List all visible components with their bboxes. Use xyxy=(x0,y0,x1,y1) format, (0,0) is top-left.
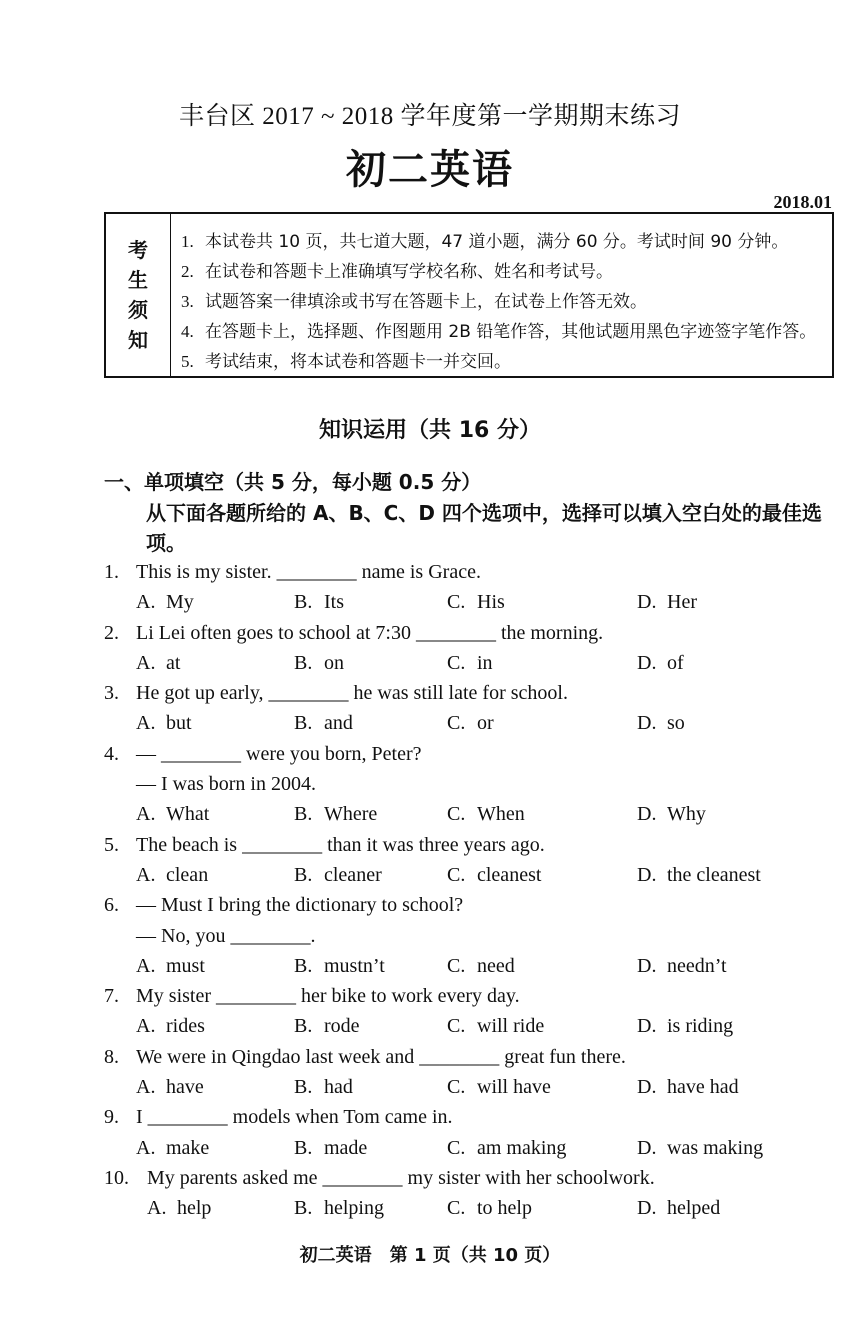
option-letter: B. xyxy=(294,1197,313,1220)
option-letter: D. xyxy=(637,954,657,977)
question-number: 3. xyxy=(104,682,119,705)
option-text: needn’t xyxy=(667,954,727,977)
option-text: need xyxy=(477,954,515,977)
option-letter: D. xyxy=(637,1076,657,1099)
answer-option-b xyxy=(294,1072,353,1102)
answer-options xyxy=(0,708,860,738)
answer-option-d xyxy=(637,1193,720,1223)
question-number: 4. xyxy=(104,742,119,765)
option-text: of xyxy=(667,651,684,674)
question-stem-line xyxy=(0,557,860,587)
option-text: When xyxy=(477,803,525,826)
question-stem: Li Lei often goes to school at 7:30 ________ the morning. xyxy=(136,621,604,644)
option-text: Her xyxy=(667,591,697,614)
answer-option-c xyxy=(447,860,541,890)
option-letter: D. xyxy=(637,1197,657,1220)
option-letter: A. xyxy=(136,1076,156,1099)
option-letter: C. xyxy=(447,954,466,977)
answer-option-b xyxy=(294,860,382,890)
question-stem-line xyxy=(0,890,860,920)
option-text: will ride xyxy=(477,1015,545,1038)
question-stem-line xyxy=(0,618,860,648)
option-text: make xyxy=(166,1136,210,1159)
answer-option-c xyxy=(447,708,494,738)
page-footer: 初二英语 第 1 页（共 10 页） xyxy=(299,1245,561,1266)
option-text: Its xyxy=(324,591,344,614)
question-stem: We were in Qingdao last week and ________ great fun there. xyxy=(136,1045,626,1068)
answer-options xyxy=(0,587,860,617)
option-letter: D. xyxy=(637,803,657,826)
option-letter: B. xyxy=(294,712,313,735)
notice-item-text: 考试结束，将本试卷和答题卡一并交回。 xyxy=(205,352,511,372)
option-text: to help xyxy=(477,1197,532,1220)
option-text: but xyxy=(166,712,192,735)
option-text: help xyxy=(177,1197,212,1220)
answer-option-d xyxy=(637,860,761,890)
question-stem-line xyxy=(0,830,860,860)
part-heading: 一、单项填空（共 5 分，每小题 0.5 分） xyxy=(104,470,482,494)
option-letter: D. xyxy=(637,1136,657,1159)
notice-item xyxy=(181,257,832,287)
answer-option-c xyxy=(447,799,525,829)
question-dialogue-text: — I was born in 2004. xyxy=(136,773,316,796)
option-text: My xyxy=(166,591,194,614)
answer-options xyxy=(0,1011,860,1041)
answer-option-b xyxy=(294,1193,384,1223)
notice-item-number: 4. xyxy=(181,322,194,341)
option-text: was making xyxy=(667,1136,764,1159)
option-text: must xyxy=(166,954,205,977)
option-text: helping xyxy=(324,1197,384,1220)
option-letter: A. xyxy=(136,863,156,886)
notice-item-text: 试题答案一律填涂或书写在答题卡上，在试卷上作答无效。 xyxy=(205,292,647,312)
option-letter: C. xyxy=(447,803,466,826)
answer-option-d xyxy=(637,708,685,738)
notice-label-char: 须 xyxy=(128,298,148,322)
option-letter: B. xyxy=(294,591,313,614)
notice-item-number: 3. xyxy=(181,292,194,311)
answer-option-c xyxy=(447,1011,544,1041)
candidate-notice-box xyxy=(104,212,834,378)
question-list xyxy=(0,557,860,1224)
answer-option-a xyxy=(136,1011,205,1041)
answer-option-b xyxy=(294,708,353,738)
option-text: is riding xyxy=(667,1015,734,1038)
option-letter: A. xyxy=(136,651,156,674)
answer-options xyxy=(0,951,860,981)
question-number: 1. xyxy=(104,561,119,583)
answer-option-b xyxy=(294,951,385,981)
option-letter: B. xyxy=(294,954,313,977)
option-letter: A. xyxy=(136,1136,156,1159)
option-letter: C. xyxy=(447,1197,466,1220)
question-stem: He got up early, ________ he was still late for school. xyxy=(136,682,568,705)
answer-options xyxy=(0,648,860,678)
answer-option-b xyxy=(294,799,377,829)
notice-items xyxy=(171,214,832,376)
question-number: 6. xyxy=(104,894,119,917)
answer-option-d xyxy=(637,1072,739,1102)
question-number: 2. xyxy=(104,621,119,644)
option-letter: B. xyxy=(294,651,313,674)
notice-label-char: 考 xyxy=(128,238,148,262)
question-stem-line xyxy=(0,678,860,708)
answer-option-a xyxy=(136,587,194,617)
answer-option-c xyxy=(447,1072,551,1102)
notice-item-text: 本试卷共 10 页，共七道大题，47 道小题，满分 60 分。考试时间 90 分钟。 xyxy=(205,232,789,252)
option-text: rides xyxy=(166,1015,205,1038)
question-dialogue-text: — No, you ________. xyxy=(136,924,316,947)
option-letter: C. xyxy=(447,712,466,735)
option-text: cleanest xyxy=(477,863,542,886)
answer-option-c xyxy=(447,951,515,981)
option-letter: C. xyxy=(447,1076,466,1099)
option-text: Why xyxy=(667,803,706,826)
option-text: so xyxy=(667,712,685,735)
option-letter: A. xyxy=(147,1197,167,1220)
option-text: am making xyxy=(477,1136,567,1159)
question-stem-line xyxy=(0,1102,860,1132)
notice-item-number: 2. xyxy=(181,262,194,281)
notice-item xyxy=(181,287,832,317)
option-text: and xyxy=(324,712,353,735)
option-letter: A. xyxy=(136,1015,156,1038)
notice-item-number: 5. xyxy=(181,352,194,371)
option-text: had xyxy=(324,1076,353,1099)
notice-item-text: 在试卷和答题卡上准确填写学校名称、姓名和考试号。 xyxy=(205,262,613,282)
answer-option-a xyxy=(136,951,205,981)
answer-option-b xyxy=(294,587,344,617)
option-letter: B. xyxy=(294,863,313,886)
answer-option-a xyxy=(147,1193,211,1223)
question-stem: I ________ models when Tom came in. xyxy=(136,1106,453,1129)
option-text: have had xyxy=(667,1076,739,1099)
exam-date: 2018.01 xyxy=(773,192,832,212)
answer-option-a xyxy=(136,708,192,738)
question-number: 9. xyxy=(104,1106,119,1129)
answer-option-d xyxy=(637,951,727,981)
part-instructions: 从下面各题所给的 A、B、C、D 四个选项中，选择可以填入空白处的最佳选项。 xyxy=(146,501,822,555)
option-letter: A. xyxy=(136,591,156,614)
notice-label-char: 知 xyxy=(128,328,148,352)
option-text: Where xyxy=(324,803,378,826)
exam-title: 丰台区 2017 ~ 2018 学年度第一学期期末练习 xyxy=(178,103,682,130)
notice-label-char: 生 xyxy=(128,268,148,292)
option-text: have xyxy=(166,1076,204,1099)
answer-option-b xyxy=(294,648,344,678)
answer-option-d xyxy=(637,1133,763,1163)
answer-option-a xyxy=(136,648,180,678)
option-letter: B. xyxy=(294,803,313,826)
notice-item xyxy=(181,317,832,347)
question-dialogue-line xyxy=(0,769,860,799)
option-letter: A. xyxy=(136,712,156,735)
option-letter: C. xyxy=(447,1136,466,1159)
answer-option-a xyxy=(136,1133,209,1163)
option-letter: B. xyxy=(294,1015,313,1038)
option-letter: C. xyxy=(447,591,466,614)
option-text: clean xyxy=(166,863,209,886)
subject-title: 初二英语 xyxy=(346,147,514,193)
option-letter: A. xyxy=(136,954,156,977)
option-letter: A. xyxy=(136,803,156,826)
answer-option-d xyxy=(637,799,706,829)
question-stem: — ________ were you born, Peter? xyxy=(136,742,422,765)
question-stem: — Must I bring the dictionary to school? xyxy=(136,894,464,917)
notice-item xyxy=(181,227,832,257)
option-text: will have xyxy=(477,1076,551,1099)
option-text: on xyxy=(324,651,344,674)
option-text: mustn’t xyxy=(324,954,385,977)
answer-options xyxy=(0,1133,860,1163)
option-letter: D. xyxy=(637,591,657,614)
option-text: His xyxy=(477,591,505,614)
option-letter: C. xyxy=(447,863,466,886)
answer-option-a xyxy=(136,799,209,829)
answer-option-a xyxy=(136,1072,204,1102)
option-text: helped xyxy=(667,1197,721,1220)
question-stem-line xyxy=(0,1163,860,1193)
option-letter: C. xyxy=(447,651,466,674)
question-stem: My sister ________ her bike to work every day. xyxy=(136,985,520,1008)
question-stem-line xyxy=(0,739,860,769)
answer-option-c xyxy=(447,1133,566,1163)
answer-options xyxy=(0,1193,860,1223)
question-stem: This is my sister. ________ name is Grace. xyxy=(136,561,481,583)
section-title: 知识运用（共 16 分） xyxy=(319,418,541,443)
question-stem-line xyxy=(0,1042,860,1072)
question-number: 10. xyxy=(104,1166,129,1189)
answer-option-c xyxy=(447,648,493,678)
option-letter: D. xyxy=(637,651,657,674)
question-number: 5. xyxy=(104,833,119,856)
option-text: What xyxy=(166,803,210,826)
answer-options xyxy=(0,1072,860,1102)
option-text: in xyxy=(477,651,493,674)
notice-label xyxy=(106,214,171,376)
option-letter: B. xyxy=(294,1136,313,1159)
answer-option-b xyxy=(294,1133,367,1163)
answer-option-c xyxy=(447,1193,532,1223)
option-letter: C. xyxy=(447,1015,466,1038)
answer-options xyxy=(0,860,860,890)
option-text: cleaner xyxy=(324,863,382,886)
option-letter: D. xyxy=(637,1015,657,1038)
question-stem-line xyxy=(0,981,860,1011)
answer-option-b xyxy=(294,1011,360,1041)
answer-option-a xyxy=(136,860,208,890)
option-text: rode xyxy=(324,1015,360,1038)
question-stem: The beach is ________ than it was three years ago. xyxy=(136,833,545,856)
option-letter: D. xyxy=(637,712,657,735)
answer-option-d xyxy=(637,648,684,678)
answer-option-d xyxy=(637,1011,733,1041)
option-text: the cleanest xyxy=(667,863,761,886)
question-number: 7. xyxy=(104,985,119,1008)
question-stem: My parents asked me ________ my sister with her schoolwork. xyxy=(147,1166,655,1189)
answer-option-c xyxy=(447,587,505,617)
notice-item-number: 1. xyxy=(181,232,194,251)
notice-item-text: 在答题卡上，选择题、作图题用 2B 铅笔作答，其他试题用黑色字迹签字笔作答。 xyxy=(205,322,817,342)
option-text: or xyxy=(477,712,494,735)
option-text: at xyxy=(166,651,181,674)
option-letter: D. xyxy=(637,863,657,886)
answer-options xyxy=(0,799,860,829)
option-letter: B. xyxy=(294,1076,313,1099)
notice-item xyxy=(181,347,832,377)
question-number: 8. xyxy=(104,1045,119,1068)
option-text: made xyxy=(324,1136,368,1159)
answer-option-d xyxy=(637,587,697,617)
question-dialogue-line xyxy=(0,921,860,951)
